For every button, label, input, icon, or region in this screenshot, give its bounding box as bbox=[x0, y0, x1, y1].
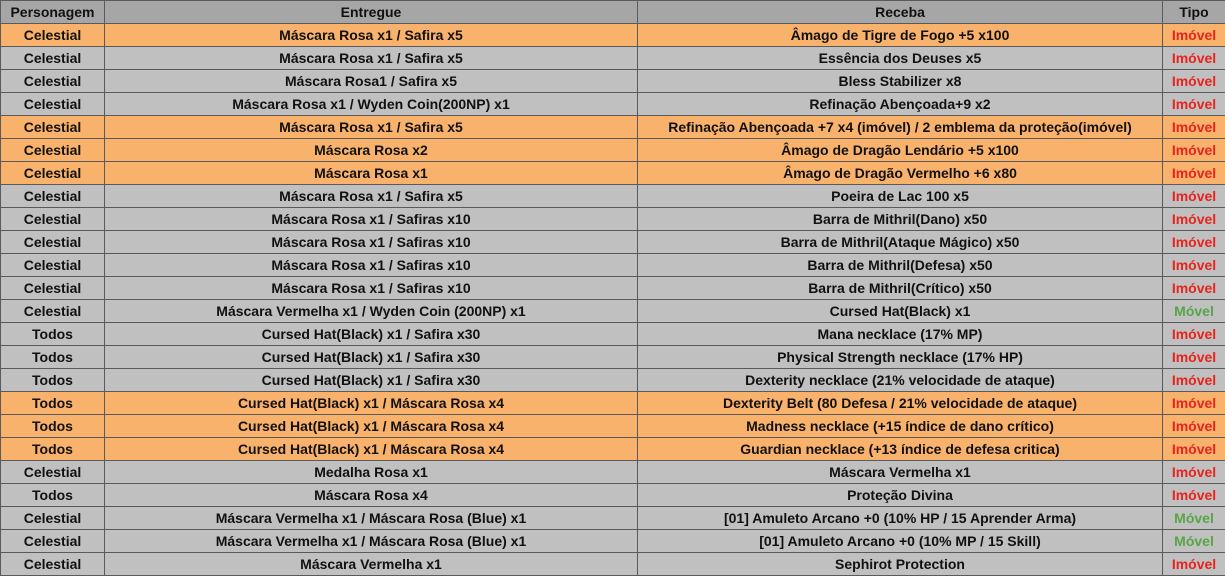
entregue-cell: Máscara Rosa x1 / Safiras x10 bbox=[105, 254, 638, 277]
table-row bbox=[1, 392, 1225, 415]
receba-cell: Guardian necklace (+13 índice de defesa critica) bbox=[638, 438, 1163, 461]
tipo-badge: Imóvel bbox=[1171, 141, 1217, 158]
personagem-cell: Celestial bbox=[1, 116, 105, 139]
entregue-cell: Máscara Rosa x1 / Safira x5 bbox=[105, 116, 638, 139]
tipo-badge: Imóvel bbox=[1171, 279, 1217, 296]
personagem-cell: Celestial bbox=[1, 461, 105, 484]
tipo-badge: Imóvel bbox=[1171, 95, 1217, 112]
entregue-cell: Máscara Vermelha x1 / Máscara Rosa (Blue) x1 bbox=[105, 507, 638, 530]
table-row bbox=[1, 185, 1225, 208]
table-body bbox=[1, 24, 1225, 576]
table-row bbox=[1, 415, 1225, 438]
table-row bbox=[1, 139, 1225, 162]
receba-cell: Cursed Hat(Black) x1 bbox=[638, 300, 1163, 323]
tipo-cell bbox=[1163, 369, 1225, 392]
tipo-badge: Imóvel bbox=[1171, 348, 1217, 365]
personagem-cell: Todos bbox=[1, 484, 105, 507]
entregue-cell: Máscara Vermelha x1 bbox=[105, 553, 638, 576]
receba-cell: Barra de Mithril(Crítico) x50 bbox=[638, 277, 1163, 300]
tipo-cell bbox=[1163, 24, 1225, 47]
table-row bbox=[1, 116, 1225, 139]
tipo-badge: Imóvel bbox=[1171, 118, 1217, 135]
entregue-cell: Máscara Rosa x1 bbox=[105, 162, 638, 185]
receba-cell: Madness necklace (+15 índice de dano crítico) bbox=[638, 415, 1163, 438]
entregue-cell: Cursed Hat(Black) x1 / Safira x30 bbox=[105, 369, 638, 392]
tipo-cell bbox=[1163, 208, 1225, 231]
tipo-cell bbox=[1163, 507, 1225, 530]
entregue-cell: Máscara Rosa x1 / Wyden Coin(200NP) x1 bbox=[105, 93, 638, 116]
tipo-cell bbox=[1163, 323, 1225, 346]
header-entregue: Entregue bbox=[105, 1, 638, 24]
personagem-cell: Todos bbox=[1, 369, 105, 392]
receba-cell: Sephirot Protection bbox=[638, 553, 1163, 576]
receba-cell: Proteção Divina bbox=[638, 484, 1163, 507]
tipo-badge: Imóvel bbox=[1171, 187, 1217, 204]
personagem-cell: Celestial bbox=[1, 24, 105, 47]
tipo-cell bbox=[1163, 415, 1225, 438]
table-row bbox=[1, 47, 1225, 70]
entregue-cell: Máscara Rosa x1 / Safiras x10 bbox=[105, 277, 638, 300]
entregue-cell: Cursed Hat(Black) x1 / Safira x30 bbox=[105, 323, 638, 346]
personagem-cell: Celestial bbox=[1, 185, 105, 208]
personagem-cell: Celestial bbox=[1, 254, 105, 277]
receba-cell: [01] Amuleto Arcano +0 (10% HP / 15 Aprender Arma) bbox=[638, 507, 1163, 530]
tipo-badge: Imóvel bbox=[1171, 440, 1217, 457]
table-row bbox=[1, 461, 1225, 484]
table-row bbox=[1, 323, 1225, 346]
table-row bbox=[1, 300, 1225, 323]
personagem-cell: Celestial bbox=[1, 277, 105, 300]
receba-cell: Barra de Mithril(Dano) x50 bbox=[638, 208, 1163, 231]
tipo-badge: Imóvel bbox=[1171, 394, 1217, 411]
tipo-cell bbox=[1163, 254, 1225, 277]
table-row bbox=[1, 254, 1225, 277]
receba-cell: Refinação Abençoada +7 x4 (imóvel) / 2 emblema da proteção(imóvel) bbox=[638, 116, 1163, 139]
tipo-badge: Imóvel bbox=[1171, 256, 1217, 273]
entregue-cell: Cursed Hat(Black) x1 / Máscara Rosa x4 bbox=[105, 438, 638, 461]
receba-cell: Refinação Abençoada+9 x2 bbox=[638, 93, 1163, 116]
tipo-cell bbox=[1163, 392, 1225, 415]
tipo-cell bbox=[1163, 438, 1225, 461]
receba-cell: Dexterity Belt (80 Defesa / 21% velocidade de ataque) bbox=[638, 392, 1163, 415]
table-row bbox=[1, 277, 1225, 300]
header-row bbox=[1, 1, 1225, 24]
tipo-cell bbox=[1163, 277, 1225, 300]
tipo-badge: Imóvel bbox=[1171, 49, 1217, 66]
entregue-cell: Máscara Rosa x1 / Safira x5 bbox=[105, 24, 638, 47]
entregue-cell: Cursed Hat(Black) x1 / Máscara Rosa x4 bbox=[105, 415, 638, 438]
tipo-cell bbox=[1163, 185, 1225, 208]
tipo-badge: Imóvel bbox=[1171, 164, 1217, 181]
receba-cell: Physical Strength necklace (17% HP) bbox=[638, 346, 1163, 369]
entregue-cell: Cursed Hat(Black) x1 / Máscara Rosa x4 bbox=[105, 392, 638, 415]
header-personagem: Personagem bbox=[1, 1, 105, 24]
table-row bbox=[1, 553, 1225, 576]
receba-cell: Barra de Mithril(Ataque Mágico) x50 bbox=[638, 231, 1163, 254]
receba-cell: Bless Stabilizer x8 bbox=[638, 70, 1163, 93]
tipo-badge: Imóvel bbox=[1171, 463, 1217, 480]
entregue-cell: Máscara Vermelha x1 / Máscara Rosa (Blue) x1 bbox=[105, 530, 638, 553]
entregue-cell: Máscara Rosa1 / Safira x5 bbox=[105, 70, 638, 93]
personagem-cell: Todos bbox=[1, 323, 105, 346]
tipo-badge: Móvel bbox=[1174, 302, 1214, 319]
entregue-cell: Cursed Hat(Black) x1 / Safira x30 bbox=[105, 346, 638, 369]
tipo-cell bbox=[1163, 484, 1225, 507]
table-row bbox=[1, 93, 1225, 116]
tipo-cell bbox=[1163, 116, 1225, 139]
receba-cell: Âmago de Dragão Vermelho +6 x80 bbox=[638, 162, 1163, 185]
entregue-cell: Máscara Rosa x1 / Safiras x10 bbox=[105, 208, 638, 231]
tipo-badge: Móvel bbox=[1174, 532, 1214, 549]
receba-cell: Âmago de Dragão Lendário +5 x100 bbox=[638, 139, 1163, 162]
receba-cell: Barra de Mithril(Defesa) x50 bbox=[638, 254, 1163, 277]
receba-cell: Máscara Vermelha x1 bbox=[638, 461, 1163, 484]
tipo-badge: Móvel bbox=[1174, 509, 1214, 526]
tipo-cell bbox=[1163, 231, 1225, 254]
personagem-cell: Celestial bbox=[1, 139, 105, 162]
table-row bbox=[1, 484, 1225, 507]
tipo-cell bbox=[1163, 47, 1225, 70]
tipo-badge: Imóvel bbox=[1171, 555, 1217, 572]
personagem-cell: Celestial bbox=[1, 93, 105, 116]
entregue-cell: Máscara Rosa x1 / Safira x5 bbox=[105, 47, 638, 70]
tipo-badge: Imóvel bbox=[1171, 325, 1217, 342]
tipo-cell bbox=[1163, 139, 1225, 162]
table-row bbox=[1, 346, 1225, 369]
entregue-cell: Máscara Rosa x4 bbox=[105, 484, 638, 507]
tipo-cell bbox=[1163, 93, 1225, 116]
table-row bbox=[1, 507, 1225, 530]
tipo-badge: Imóvel bbox=[1171, 210, 1217, 227]
personagem-cell: Todos bbox=[1, 392, 105, 415]
tipo-badge: Imóvel bbox=[1171, 233, 1217, 250]
personagem-cell: Celestial bbox=[1, 231, 105, 254]
table-row bbox=[1, 208, 1225, 231]
receba-cell: Âmago de Tigre de Fogo +5 x100 bbox=[638, 24, 1163, 47]
tipo-cell bbox=[1163, 162, 1225, 185]
entregue-cell: Máscara Rosa x1 / Safira x5 bbox=[105, 185, 638, 208]
personagem-cell: Todos bbox=[1, 438, 105, 461]
tipo-badge: Imóvel bbox=[1171, 371, 1217, 388]
tipo-badge: Imóvel bbox=[1171, 72, 1217, 89]
table-row bbox=[1, 530, 1225, 553]
header-receba: Receba bbox=[638, 1, 1163, 24]
personagem-cell: Celestial bbox=[1, 70, 105, 93]
tipo-cell bbox=[1163, 346, 1225, 369]
table-row bbox=[1, 162, 1225, 185]
personagem-cell: Celestial bbox=[1, 208, 105, 231]
header-tipo: Tipo bbox=[1163, 1, 1225, 24]
tipo-cell bbox=[1163, 461, 1225, 484]
entregue-cell: Máscara Rosa x2 bbox=[105, 139, 638, 162]
receba-cell: Essência dos Deuses x5 bbox=[638, 47, 1163, 70]
table-row bbox=[1, 438, 1225, 461]
receba-cell: Mana necklace (17% MP) bbox=[638, 323, 1163, 346]
personagem-cell: Celestial bbox=[1, 530, 105, 553]
tipo-cell bbox=[1163, 70, 1225, 93]
receba-cell: Dexterity necklace (21% velocidade de ataque) bbox=[638, 369, 1163, 392]
personagem-cell: Todos bbox=[1, 415, 105, 438]
tipo-cell bbox=[1163, 300, 1225, 323]
table-row bbox=[1, 70, 1225, 93]
personagem-cell: Celestial bbox=[1, 47, 105, 70]
entregue-cell: Medalha Rosa x1 bbox=[105, 461, 638, 484]
personagem-cell: Todos bbox=[1, 346, 105, 369]
table-row bbox=[1, 24, 1225, 47]
table-row bbox=[1, 369, 1225, 392]
tipo-badge: Imóvel bbox=[1171, 486, 1217, 503]
personagem-cell: Celestial bbox=[1, 507, 105, 530]
entregue-cell: Máscara Rosa x1 / Safiras x10 bbox=[105, 231, 638, 254]
receba-cell: Poeira de Lac 100 x5 bbox=[638, 185, 1163, 208]
tipo-cell bbox=[1163, 530, 1225, 553]
entregue-cell: Máscara Vermelha x1 / Wyden Coin (200NP) x1 bbox=[105, 300, 638, 323]
receba-cell: [01] Amuleto Arcano +0 (10% MP / 15 Skill) bbox=[638, 530, 1163, 553]
personagem-cell: Celestial bbox=[1, 162, 105, 185]
tipo-badge: Imóvel bbox=[1171, 26, 1217, 43]
tipo-badge: Imóvel bbox=[1171, 417, 1217, 434]
tipo-cell bbox=[1163, 553, 1225, 576]
personagem-cell: Celestial bbox=[1, 300, 105, 323]
table-row bbox=[1, 231, 1225, 254]
personagem-cell: Celestial bbox=[1, 553, 105, 576]
